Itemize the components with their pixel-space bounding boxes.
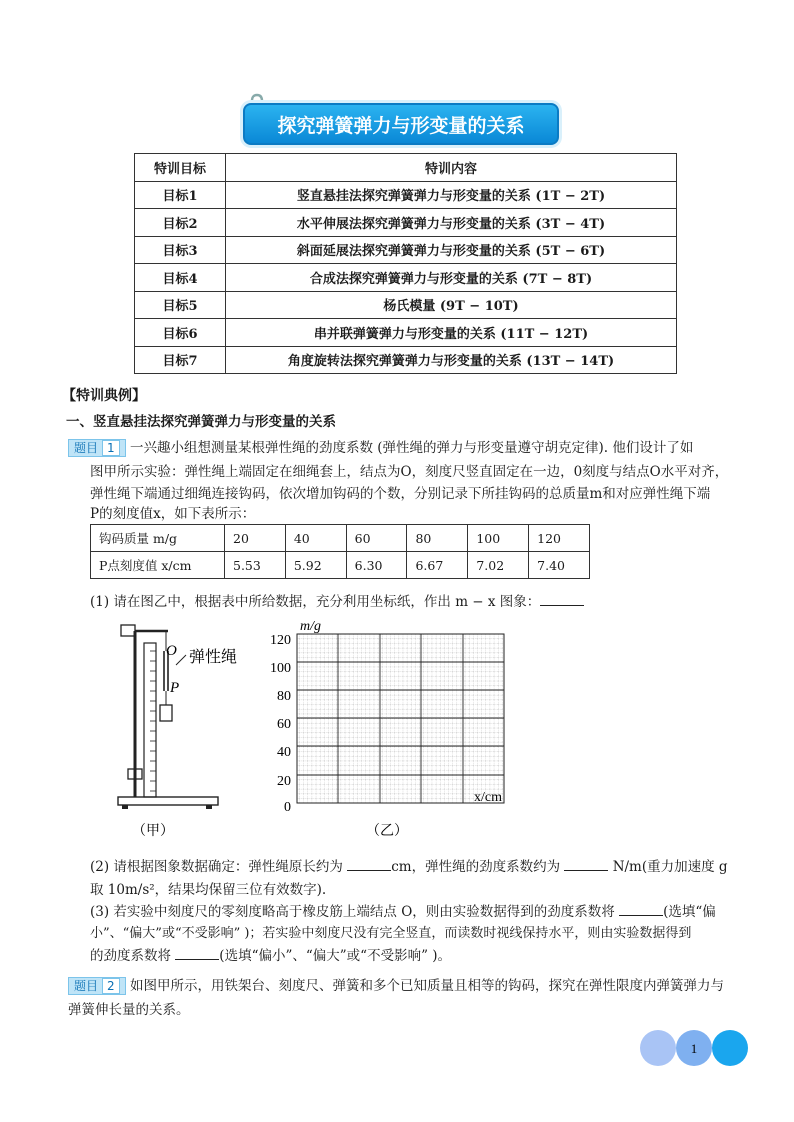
table-cell: 角度旋转法探究弹簧弹力与形变量的关系 (13T − 14T) (226, 346, 677, 374)
table-cell: 水平伸展法探究弹簧弹力与形变量的关系 (3T − 4T) (226, 209, 677, 237)
answer-blank[interactable] (564, 856, 608, 871)
y-tick-label: 80 (277, 689, 291, 704)
part-2-line-2: 取 10m/s²，结果均保留三位有效数字). (90, 882, 327, 898)
y-tick-label: 60 (277, 717, 291, 732)
stand-base (118, 797, 218, 805)
table-cell: 竖直悬挂法探究弹簧弹力与形变量的关系 (1T − 2T) (226, 181, 677, 209)
table-cell: 80 (407, 525, 468, 552)
table-row (91, 552, 590, 579)
table-row (135, 209, 677, 237)
caption-a: （甲） (132, 823, 174, 839)
table-cell: 40 (285, 525, 346, 552)
table-header-cell: 特训内容 (226, 154, 677, 182)
label-p: P (170, 680, 180, 696)
table-cell: 目标5 (135, 291, 226, 319)
question-tag: 题目 1 (68, 439, 126, 457)
answer-blank[interactable] (347, 856, 391, 871)
table-cell: 7.40 (529, 552, 590, 579)
part-3-line-3: 的劲度系数将 (选填“偏小”、“偏大”或“不受影响” )。 (90, 944, 451, 964)
y-tick-label: 40 (277, 745, 291, 760)
table-row (91, 525, 590, 552)
table-cell: 钩码质量 m/g (91, 525, 225, 552)
section-heading: 【特训典例】 (62, 388, 146, 404)
y-tick-label: 20 (277, 774, 291, 789)
table-cell: 目标3 (135, 236, 226, 264)
table-cell: 20 (225, 525, 286, 552)
table-row (135, 154, 677, 182)
table-cell: 5.92 (285, 552, 346, 579)
question-2-line-2: 弹簧伸长量的关系。 (68, 1002, 190, 1018)
part-3-line-1: (3) 若实验中刻度尺的零刻度略高于橡皮筋上端结点 O，则由实验数据得到的劲度系数将 (选填“偏 (90, 900, 716, 920)
page-number: 1 (690, 1041, 698, 1056)
table-cell: 5.53 (225, 552, 286, 579)
answer-blank[interactable] (540, 591, 584, 606)
y-tick-label: 100 (270, 661, 291, 676)
label-o: O (166, 643, 177, 659)
question-2-line-1: 题目 2 如图甲所示，用铁架台、刻度尺、弹簧和多个已知质量且相等的钩码，探究在弹性限度内弹簧弹力与 (68, 974, 724, 994)
table-cell: 目标1 (135, 181, 226, 209)
question-tag: 题目 2 (68, 977, 126, 995)
answer-blank[interactable] (175, 945, 219, 960)
table-cell: 斜面延展法探究弹簧弹力与形变量的关系 (5T − 6T) (226, 236, 677, 264)
caption-b: （乙） (366, 823, 408, 839)
table-row (135, 319, 677, 347)
subsection-heading: 一、竖直悬挂法探究弹簧弹力与形变量的关系 (66, 414, 336, 430)
table-row (135, 236, 677, 264)
x-axis-label: x/cm (474, 790, 502, 805)
table-cell: 串并联弹簧弹力与形变量的关系 (11T − 12T) (226, 319, 677, 347)
table-cell: 7.02 (468, 552, 529, 579)
table-cell: 60 (346, 525, 407, 552)
question-1-line-4: P的刻度值x，如下表所示： (90, 506, 256, 522)
table-row (135, 264, 677, 292)
label-rope: 弹性绳 (189, 647, 238, 666)
table-cell: 合成法探究弹簧弹力与形变量的关系 (7T − 8T) (226, 264, 677, 292)
table-row (135, 346, 677, 374)
y-axis-label: m/g (300, 619, 321, 634)
y-tick-label: 120 (270, 633, 291, 648)
banner-title: 探究弹簧弹力与形变量的关系 (277, 114, 525, 137)
table-cell: 120 (529, 525, 590, 552)
question-1-line-1: 题目 1 一兴趣小组想测量某根弹性绳的劲度系数 (弹性绳的弹力与形变量遵守胡克定律). 他们设计了如 (68, 436, 693, 456)
table-header-cell: 特训目标 (135, 154, 226, 182)
hook-weight (160, 705, 172, 721)
targets-table (134, 153, 677, 374)
question-1-line-2: 图甲所示实验：弹性绳上端固定在细绳套上，结点为O，刻度尺竖直固定在一边，0刻度与结点O水平对齐， (90, 464, 729, 480)
table-cell: P点刻度值 x/cm (91, 552, 225, 579)
section-banner (243, 103, 559, 145)
graph-figure (262, 615, 522, 845)
table-cell: 目标6 (135, 319, 226, 347)
table-cell: 目标7 (135, 346, 226, 374)
y-tick-label: 0 (284, 800, 291, 815)
data-table (90, 524, 590, 579)
question-1-line-3: 弹性绳下端通过细绳连接钩码，依次增加钩码的个数，分别记录下所挂钩码的总质量m和对应弹性绳下端 (90, 486, 711, 502)
table-cell: 杨氏模量 (9T − 10T) (226, 291, 677, 319)
table-cell: 6.67 (407, 552, 468, 579)
table-cell: 6.30 (346, 552, 407, 579)
table-row (135, 291, 677, 319)
graph-grid (297, 634, 504, 803)
ruler (144, 643, 156, 797)
part-1-text: (1) 请在图乙中，根据表中所给数据，充分利用坐标纸，作出 m − x 图象： (90, 590, 584, 610)
page-number-badge (640, 1028, 752, 1068)
table-cell: 100 (468, 525, 529, 552)
table-cell: 目标4 (135, 264, 226, 292)
answer-blank[interactable] (619, 901, 663, 916)
table-row (135, 181, 677, 209)
part-3-line-2: 小”、“偏大”或“不受影响” )；若实验中刻度尺没有完全竖直，而读数时视线保持水平，则由实验数据得到 (90, 926, 692, 941)
table-cell: 目标2 (135, 209, 226, 237)
part-2-line-1: (2) 请根据图象数据确定：弹性绳原长约为 cm，弹性绳的劲度系数约为 N/m(重力加速度 g (90, 855, 728, 875)
